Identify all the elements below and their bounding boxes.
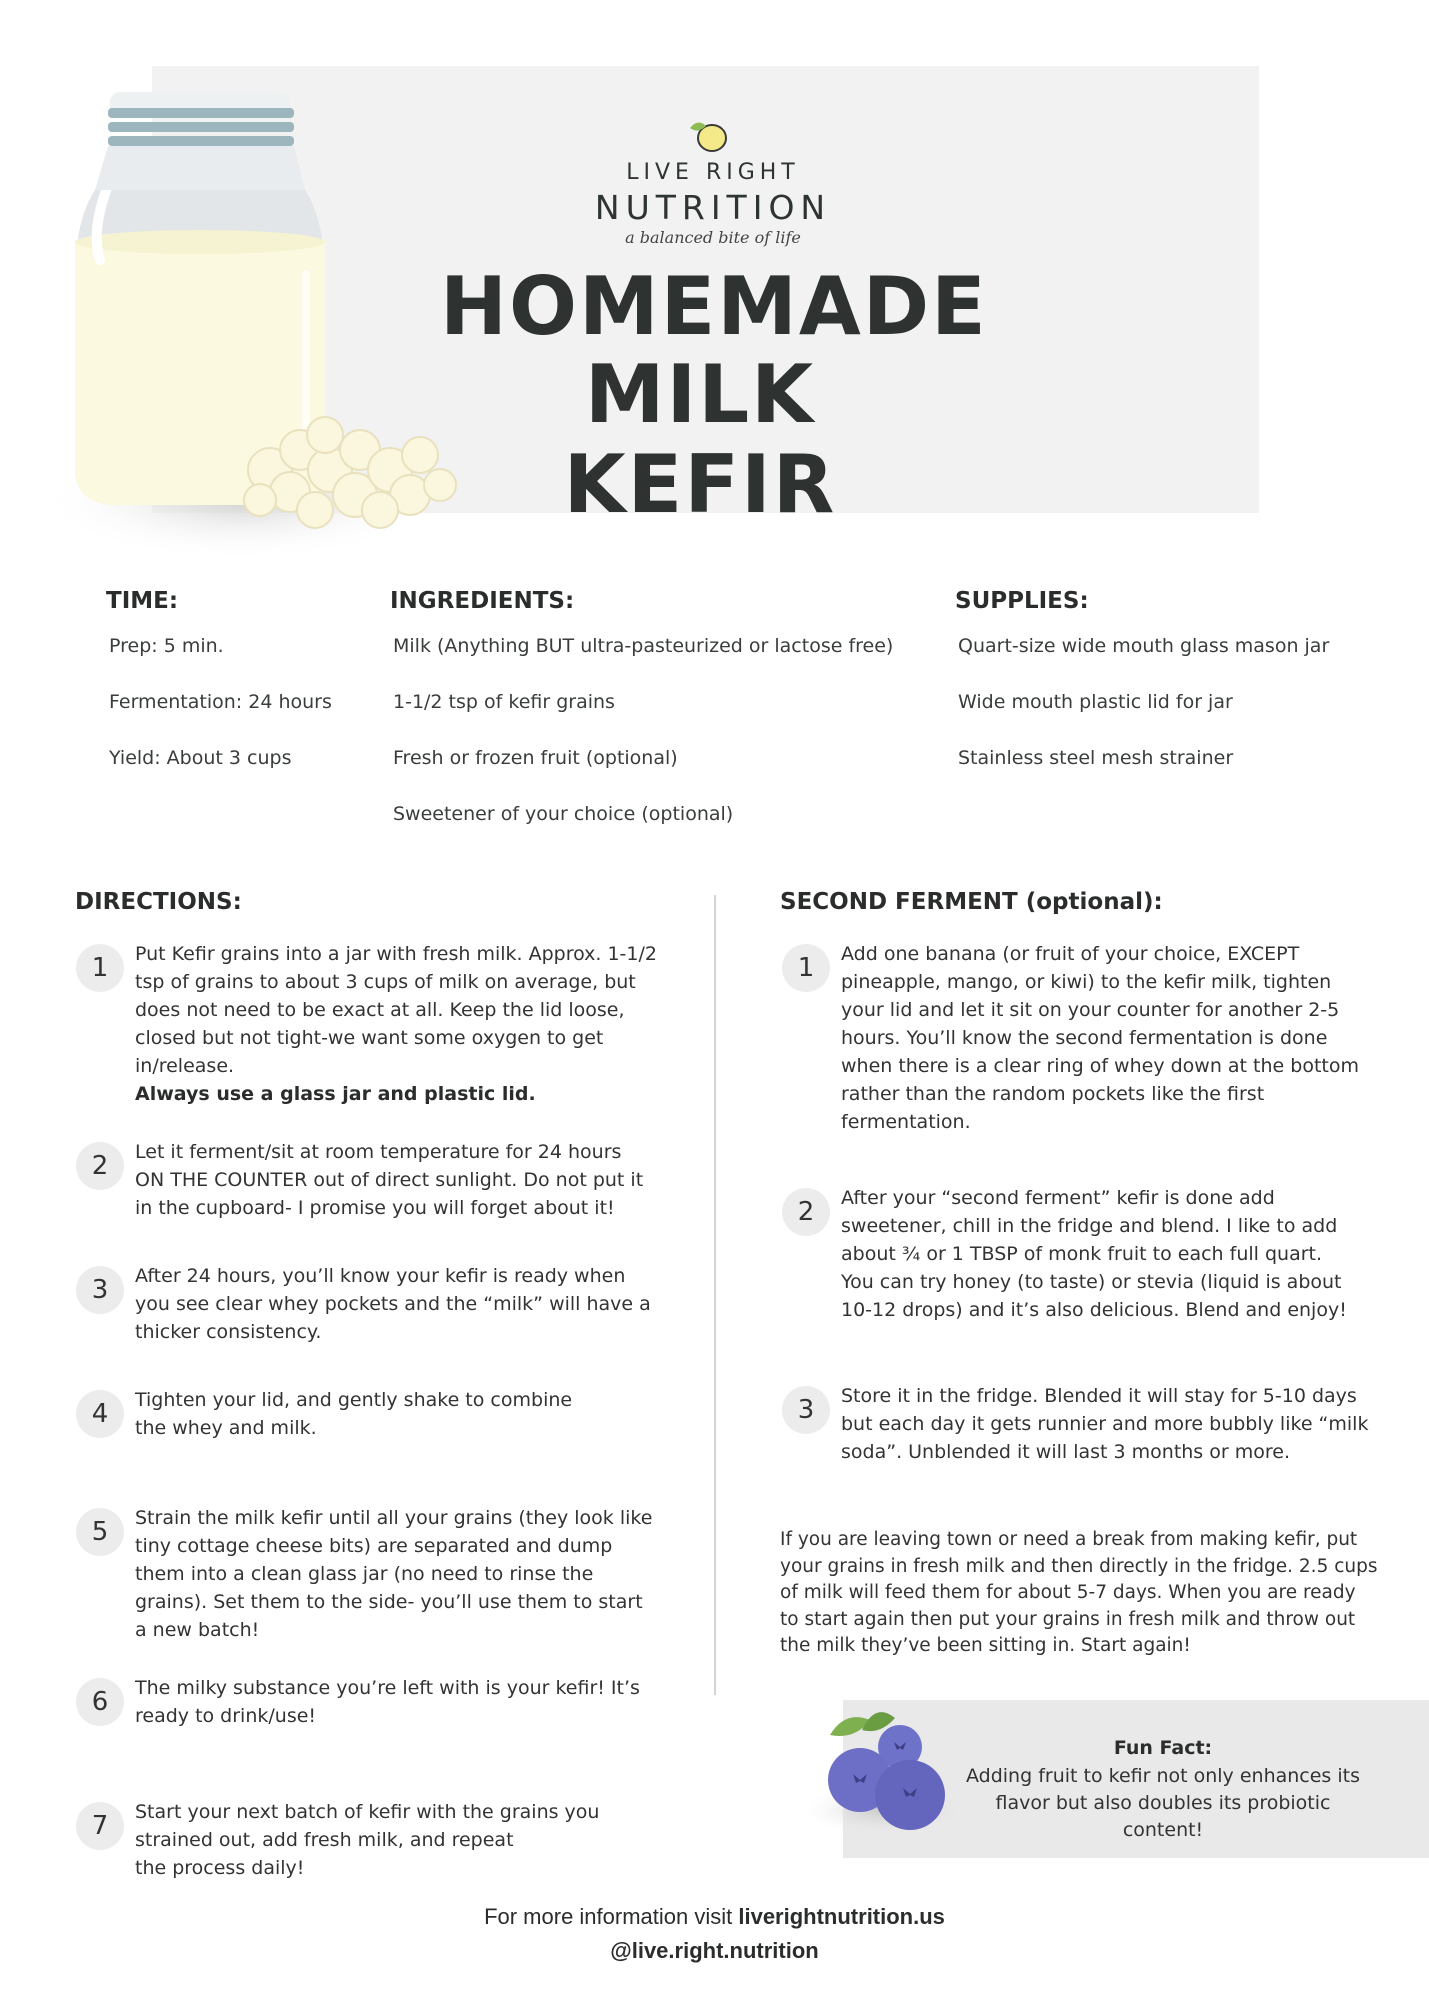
note-line: to start again then put your grains in fresh milk and throw out bbox=[780, 1608, 1356, 1630]
note-line: If you are leaving town or need a break from making kefir, put bbox=[780, 1529, 1358, 1550]
direction-step-6 bbox=[135, 1674, 675, 1730]
step-line: a new batch! bbox=[135, 1619, 260, 1641]
second-ferment-step-3 bbox=[841, 1382, 1371, 1466]
fun-fact-title: Fun Fact: bbox=[1113, 1737, 1213, 1759]
step-line: tsp of grains to about 3 cups of milk on average, but bbox=[135, 971, 636, 993]
step-line: pineapple, mango, or kiwi) to the kefir milk, tighten bbox=[841, 971, 1332, 993]
step-number: 1 bbox=[76, 944, 124, 992]
step-line: your lid and let it sit on your counter for another 2-5 bbox=[841, 999, 1340, 1021]
step-line: the whey and milk. bbox=[135, 1417, 317, 1439]
second-ferment-step-1 bbox=[841, 940, 1371, 1136]
step-line: tiny cottage cheese bits) are separated and dump bbox=[135, 1535, 613, 1557]
step-line: The milky substance you’re left with is your kefir! It’s bbox=[135, 1677, 640, 1699]
step-line: ready to drink/use! bbox=[135, 1705, 317, 1727]
step-number: 3 bbox=[76, 1266, 124, 1314]
step-line: strained out, add fresh milk, and repeat bbox=[135, 1829, 514, 1851]
step-number: 7 bbox=[76, 1802, 124, 1850]
step-line: but each day it gets runnier and more bubbly like “milk bbox=[841, 1413, 1369, 1435]
step-line: rather than the random pockets like the first bbox=[841, 1083, 1265, 1105]
page-title-line-1: HOMEMADE bbox=[440, 260, 988, 353]
step-line: After your “second ferment” kefir is done add bbox=[841, 1187, 1275, 1209]
fact-line: Adding fruit to kefir not only enhances its bbox=[965, 1765, 1360, 1787]
footer-site-link[interactable]: liverightnutrition.us bbox=[738, 1904, 945, 1929]
blueberries-icon bbox=[800, 1690, 960, 1840]
column-divider bbox=[714, 895, 716, 1695]
direction-step-1 bbox=[135, 940, 675, 1108]
step-line: in/release. bbox=[135, 1055, 235, 1077]
step-line: Start your next batch of kefir with the grains you bbox=[135, 1801, 600, 1823]
step-number: 5 bbox=[76, 1508, 124, 1556]
step-line: soda”. Unblended it will last 3 months or more. bbox=[841, 1441, 1290, 1463]
note-line: your grains in fresh milk and then directly in the fridge. 2.5 cups bbox=[780, 1555, 1378, 1577]
kefir-grains-icon bbox=[230, 400, 470, 540]
step-number: 2 bbox=[76, 1142, 124, 1190]
step-line: fermentation. bbox=[841, 1111, 971, 1133]
step-line: You can try honey (to taste) or stevia (liquid is about bbox=[841, 1271, 1342, 1293]
step-line: 10-12 drops) and it’s also delicious. Blend and enjoy! bbox=[841, 1299, 1347, 1321]
step-line: hours. You’ll know the second fermentation is done bbox=[841, 1027, 1328, 1049]
ingredient-item: 1-1/2 tsp of kefir grains bbox=[393, 691, 615, 713]
step-line: grains). Set them to the side- you’ll use them to start bbox=[135, 1591, 643, 1613]
step-line: you see clear whey pockets and the “milk” will have a bbox=[135, 1293, 651, 1315]
step-line: Store it in the fridge. Blended it will stay for 5-10 days bbox=[841, 1385, 1357, 1407]
step-line: Let it ferment/sit at room temperature for 24 hours bbox=[135, 1141, 622, 1163]
step-line: when there is a clear ring of whey down at the bottom bbox=[841, 1055, 1359, 1077]
step-line: sweetener, chill in the fridge and blend. I like to add bbox=[841, 1215, 1338, 1237]
step-line: Strain the milk kefir until all your grains (they look like bbox=[135, 1507, 653, 1529]
step-line: about ¾ or 1 TBSP of monk fruit to each full quart. bbox=[841, 1243, 1323, 1265]
storage-note bbox=[780, 1527, 1380, 1660]
step-number: 3 bbox=[782, 1386, 830, 1434]
ingredient-item: Milk (Anything BUT ultra-pasteurized or lactose free) bbox=[393, 635, 894, 657]
step-line: closed but not tight-we want some oxygen to get bbox=[135, 1027, 604, 1049]
step-line: ON THE COUNTER out of direct sunlight. Do not put it bbox=[135, 1169, 644, 1191]
step-number: 6 bbox=[76, 1678, 124, 1726]
second-ferment-heading: SECOND FERMENT (optional): bbox=[780, 889, 1163, 915]
note-line: of milk will feed them for about 5-7 days. When you are ready bbox=[780, 1582, 1356, 1603]
direction-step-5 bbox=[135, 1504, 695, 1644]
step-number: 4 bbox=[76, 1390, 124, 1438]
step-number: 1 bbox=[782, 944, 830, 992]
step-line: in the cupboard- I promise you will forget about it! bbox=[135, 1197, 615, 1219]
time-item: Yield: About 3 cups bbox=[109, 747, 292, 769]
direction-step-4 bbox=[135, 1386, 675, 1442]
step-line: Add one banana (or fruit of your choice, EXCEPT bbox=[841, 943, 1300, 965]
ingredients-heading: INGREDIENTS: bbox=[390, 588, 575, 614]
footer-prefix: For more information visit bbox=[484, 1904, 739, 1929]
directions-heading: DIRECTIONS: bbox=[75, 889, 242, 915]
direction-step-3 bbox=[135, 1262, 675, 1346]
brand-line-2: NUTRITION bbox=[594, 188, 832, 227]
lemon-logo-icon bbox=[682, 116, 732, 156]
fun-fact-body bbox=[955, 1763, 1371, 1844]
step-bold-note: Always use a glass jar and plastic lid. bbox=[135, 1083, 536, 1105]
second-ferment-step-2 bbox=[841, 1184, 1371, 1324]
step-line: thicker consistency. bbox=[135, 1321, 322, 1343]
supplies-heading: SUPPLIES: bbox=[955, 588, 1089, 614]
direction-step-7 bbox=[135, 1798, 675, 1882]
footer-handle[interactable]: @live.right.nutrition bbox=[610, 1938, 819, 1963]
brand-tagline: a balanced bite of life bbox=[625, 228, 801, 247]
ingredient-item: Sweetener of your choice (optional) bbox=[393, 803, 734, 825]
footer-info bbox=[0, 1904, 1429, 1930]
fact-line: flavor but also doubles its probiotic content! bbox=[995, 1792, 1331, 1841]
note-line: the milk they’ve been sitting in. Start again! bbox=[780, 1635, 1191, 1656]
step-line: After 24 hours, you’ll know your kefir is ready when bbox=[135, 1265, 626, 1287]
ingredient-item: Fresh or frozen fruit (optional) bbox=[393, 747, 678, 769]
step-line: Put Kefir grains into a jar with fresh milk. Approx. 1-1/2 bbox=[135, 943, 657, 965]
time-item: Fermentation: 24 hours bbox=[109, 691, 332, 713]
step-line: them into a clean glass jar (no need to rinse the bbox=[135, 1563, 594, 1585]
direction-step-2 bbox=[135, 1138, 675, 1222]
step-number: 2 bbox=[782, 1188, 830, 1236]
step-line: Tighten your lid, and gently shake to combine bbox=[135, 1389, 573, 1411]
supply-item: Wide mouth plastic lid for jar bbox=[958, 691, 1233, 713]
step-line: does not need to be exact at all. Keep the lid loose, bbox=[135, 999, 625, 1021]
time-heading: TIME: bbox=[106, 588, 179, 614]
supply-item: Stainless steel mesh strainer bbox=[958, 747, 1234, 769]
step-line: the process daily! bbox=[135, 1857, 305, 1879]
brand-line-1: LIVE RIGHT bbox=[626, 160, 800, 185]
time-item: Prep: 5 min. bbox=[109, 635, 224, 657]
page-title-line-2: MILK KEFIR bbox=[563, 348, 837, 531]
supply-item: Quart-size wide mouth glass mason jar bbox=[958, 635, 1330, 657]
